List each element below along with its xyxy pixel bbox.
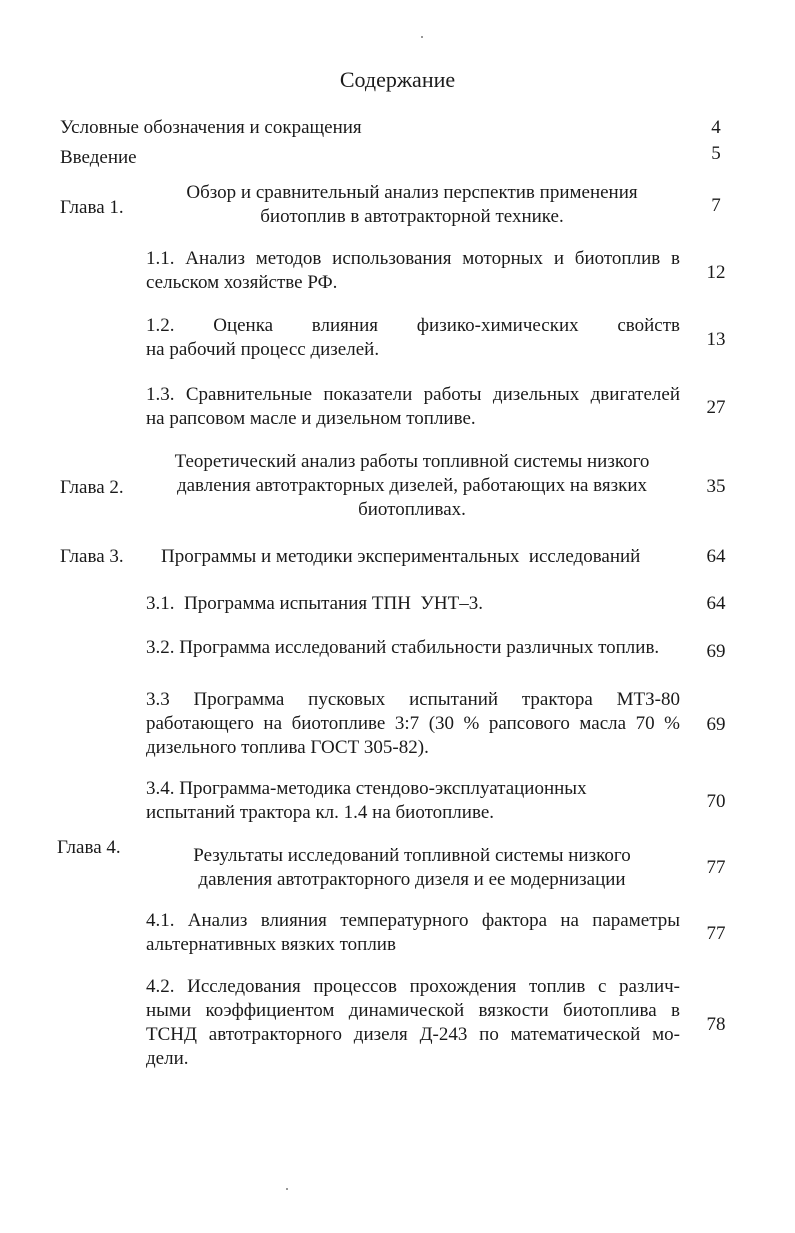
- toc-chapter-4-label: Глава 4.: [57, 837, 121, 858]
- toc-entry-abbreviations: Условные обозначения и сокращения: [60, 117, 362, 138]
- toc-page-chapter-3: 64: [706, 546, 726, 567]
- scan-speck-top: [421, 36, 423, 38]
- toc-page-chapter-4: 77: [706, 857, 726, 878]
- toc-page-section-1-2: 13: [706, 329, 726, 350]
- toc-page-chapter-1: 7: [711, 195, 721, 216]
- toc-section-4-1: 4.1. Анализ влияния температурного фактора на параметры альтернативных вязких топлив: [146, 910, 680, 955]
- toc-page-section-4-2: 78: [706, 1014, 726, 1035]
- scan-speck-bottom: [286, 1188, 288, 1190]
- toc-section-3-2: 3.2. Программа исследований стабильности различных топлив.: [146, 637, 660, 658]
- toc-chapter-1-title: Обзор и сравнительный анализ перспектив применения биотоплив в автотракторной технике.: [186, 182, 638, 227]
- toc-chapter-3-label: Глава 3.: [60, 546, 124, 567]
- toc-entry-introduction: Введение: [60, 147, 137, 168]
- toc-page-section-3-1: 64: [706, 593, 726, 614]
- toc-chapter-2-label: Глава 2.: [60, 477, 124, 498]
- toc-section-1-1: 1.1. Анализ методов использования моторных и биотоплив в сельском хозяйстве РФ.: [146, 248, 680, 293]
- toc-page-abbreviations: 4: [711, 117, 721, 138]
- toc-page-section-4-1: 77: [706, 923, 726, 944]
- toc-chapter-3-title: Программы и методики экспериментальных исследований: [161, 546, 641, 567]
- toc-page-chapter-2: 35: [706, 476, 726, 497]
- toc-page-section-1-3: 27: [706, 397, 726, 418]
- toc-page-section-1-1: 12: [706, 262, 726, 283]
- toc-section-1-2: 1.2. Оценка влияния физико-химических свойств на рабочий процесс дизелей.: [146, 315, 680, 360]
- toc-page-section-3-4: 70: [706, 791, 726, 812]
- page-title: Содержание: [339, 67, 456, 92]
- toc-section-3-3: 3.3 Программа пусковых испытаний трактора МТЗ-80 работающего на биотопливе 3:7 (30 % рапсового масла 70 % дизельного топлива ГОСТ 305-82).: [146, 689, 680, 758]
- toc-chapter-1-label: Глава 1.: [60, 197, 124, 218]
- toc-section-3-4: 3.4. Программа-методика стендово-эксплуатационных испытаний трактора кл. 1.4 на биотопливе.: [146, 778, 587, 823]
- toc-page-section-3-3: 69: [706, 714, 726, 735]
- toc-chapter-2-title: Теоретический анализ работы топливной системы низкого давления автотракторных дизелей, работающих на вязких биотопливах.: [174, 451, 650, 520]
- toc-section-4-2: 4.2. Исследования процессов прохождения топлив с различ- ными коэффициентом динамической вязкости биотоплива в ТСНД автотракторного дизеля Д-243 по математической мо- дели.: [146, 976, 680, 1069]
- toc-chapter-4-title: Результаты исследований топливной системы низкого давления автотракторного дизеля и ее модернизации: [193, 845, 631, 890]
- toc-page-section-3-2: 69: [706, 641, 726, 662]
- toc-page-introduction: 5: [711, 143, 721, 164]
- toc-section-3-1: 3.1. Программа испытания ТПН УНТ–3.: [146, 593, 483, 614]
- toc-section-1-3: 1.3. Сравнительные показатели работы дизельных двигателей на рапсовом масле и дизельном топливе.: [146, 384, 680, 429]
